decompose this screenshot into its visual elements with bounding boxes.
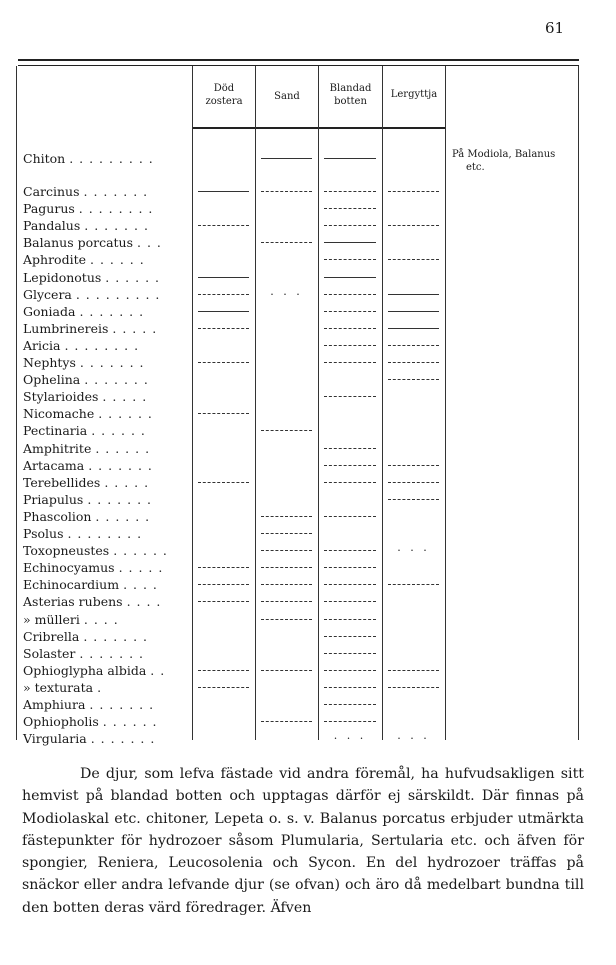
occurrence-mark (261, 242, 312, 243)
species-name: Carcinus (23, 184, 80, 199)
species-label (23, 559, 163, 576)
species-label (23, 576, 158, 593)
species-name: Pagurus (23, 201, 75, 217)
species-name: Ophiopholis (23, 714, 99, 730)
species-label (23, 730, 155, 747)
species-name: Chiton (23, 151, 66, 166)
species-name: » texturata (23, 679, 94, 695)
species-label (23, 525, 142, 542)
column-header-sand: Sand (274, 91, 300, 102)
occurrence-mark (388, 687, 439, 688)
occurrence-mark (324, 721, 376, 722)
leader-dots: . . . . . . . . (78, 201, 154, 217)
column-header-blandad-botten: Blandad botten (329, 83, 372, 107)
occurrence-mark (261, 533, 312, 534)
occurrence-mark (261, 191, 312, 192)
species-label (23, 474, 149, 491)
occurrence-mark (324, 191, 376, 192)
occurrence-mark (324, 396, 376, 397)
occurrence-mark (261, 430, 312, 431)
species-name: Glycera (23, 286, 72, 302)
occurrence-mark (324, 208, 376, 209)
species-name: Solaster (23, 645, 76, 661)
occurrence-mark (324, 311, 376, 312)
occurrence-mark (198, 567, 249, 568)
occurrence-mark (261, 550, 312, 551)
species-label (23, 354, 145, 371)
occurrence-mark (198, 482, 249, 483)
species-label (23, 593, 161, 610)
species-label (23, 200, 153, 217)
occurrence-mark (198, 191, 249, 192)
occurrence-mark (388, 328, 439, 329)
species-name: Amphitrite (23, 440, 92, 456)
species-name: Lepidonotus (23, 269, 102, 285)
species-name: Goniada (23, 303, 76, 319)
occurrence-mark (324, 345, 376, 346)
occurrence-mark (324, 670, 376, 671)
leader-dots: . . . . . . (98, 406, 153, 422)
occurrence-mark (324, 567, 376, 568)
occurrence-mark (388, 379, 439, 380)
page-number: 61 (545, 19, 565, 37)
occurrence-mark (261, 584, 312, 585)
occurrence-mark (261, 721, 312, 722)
species-name: Artacama (23, 457, 85, 473)
leader-dots: . . (150, 662, 166, 678)
occurrence-mark (388, 345, 439, 346)
leader-dots: . . . . . . (91, 423, 146, 439)
occurrence-mark (324, 704, 376, 705)
leader-dots: . . . . . . . (84, 372, 149, 388)
species-name: Pandalus (23, 218, 81, 234)
leader-dots: . . . . . . . . . (75, 286, 161, 302)
occurrence-mark (324, 259, 376, 260)
column-divider (578, 66, 579, 740)
occurrence-mark (388, 362, 439, 363)
species-label (23, 320, 157, 337)
occurrence-mark (324, 482, 376, 483)
species-name: Virgularia (23, 731, 87, 747)
occurrence-mark (198, 277, 249, 278)
occurrence-mark (388, 225, 439, 226)
species-label (23, 371, 149, 388)
species-name: » mülleri (23, 611, 80, 627)
occurrence-mark (388, 670, 439, 671)
species-label (23, 251, 145, 268)
occurrence-mark (324, 619, 376, 620)
species-label (23, 440, 150, 457)
leader-dots: . . . . (83, 611, 119, 627)
species-label (23, 491, 152, 508)
occurrence-mark (324, 465, 376, 466)
occurrence-mark (324, 584, 376, 585)
species-name: Priapulus (23, 491, 84, 507)
occurrence-mark (324, 242, 376, 243)
species-label (23, 150, 154, 167)
top-rule-thick (18, 59, 579, 61)
leader-dots: . (97, 679, 103, 695)
occurrence-mark (324, 294, 376, 295)
species-label (23, 645, 144, 662)
leader-dots: . . . . . . . (83, 628, 149, 644)
occurrence-mark (324, 636, 376, 637)
leader-dots: . . . . . . (90, 252, 145, 268)
species-name: Echinocyamus (23, 560, 115, 576)
occurrence-mark (388, 294, 439, 295)
species-name: Aphrodite (23, 252, 87, 268)
leader-dots: . . . . . . . (88, 457, 153, 473)
occurrence-mark (198, 294, 249, 295)
leader-dots: . . . . . (118, 560, 164, 576)
species-label (23, 286, 160, 303)
species-label (23, 457, 153, 474)
occurrence-mark (261, 619, 312, 620)
leader-dots: . . . . . . (105, 269, 160, 285)
leader-dots: . . . . . . . (89, 697, 155, 712)
species-label (23, 217, 149, 234)
occurrence-mark (198, 225, 249, 226)
occurrence-mark (324, 653, 376, 654)
leader-dots: . . . . (123, 577, 158, 593)
table-note: På Modiola, Balanus etc. (452, 149, 556, 173)
column-divider (445, 66, 446, 740)
top-rule-thin (18, 65, 579, 66)
species-label (23, 628, 148, 645)
occurrence-mark (324, 225, 376, 226)
species-label (23, 269, 160, 286)
species-label (23, 679, 102, 696)
species-label (23, 713, 158, 730)
species-name: Pectinaria (23, 423, 88, 439)
leader-dots: . . . . . . (102, 714, 158, 730)
species-name: Cribrella (23, 628, 80, 644)
species-label (23, 388, 147, 405)
occurrence-mark (388, 584, 439, 585)
leader-dots: . . . . . (104, 474, 150, 490)
occurrence-mark (388, 259, 439, 260)
leader-dots: . . . . . (102, 389, 148, 405)
occurrence-mark (261, 567, 312, 568)
species-name: Aricia (23, 337, 61, 353)
occurrence-mark (324, 516, 376, 517)
species-label (23, 662, 165, 679)
occurrence-mark (198, 584, 249, 585)
species-name: Stylarioides (23, 389, 99, 405)
species-name: Amphiura (23, 697, 86, 712)
occurrence-mark (324, 328, 376, 329)
species-name: Lumbrinereis (23, 320, 109, 336)
occurrence-mark (324, 550, 376, 551)
occurrence-mark (198, 601, 249, 602)
leader-dots: . . . . . . . (83, 184, 149, 199)
leader-dots: . . . . . . . (79, 645, 144, 661)
occurrence-mark (388, 311, 439, 312)
occurrence-mark (388, 465, 439, 466)
species-label (23, 405, 153, 422)
occurrence-mark (324, 362, 376, 363)
leader-dots: . . . . . . . (87, 491, 152, 507)
body-paragraph: De djur, som lefva fästade vid andra föremål, ha hufvudsakligen sitt hemvist på blandad botten och upptagas därför ej särskildt. Där finnas på Modiolaskal etc. chitoner, Lepeta o. s. v. Balanus porcatus erbjuder utmärkta fästepunkter för hydrozoer såsom Plumularia, Sertularia etc. och äfven för spongier, Reniera, Leucosolenia och Sycon. En del hydrozoer träffas på snäckor eller andra lefvande djur (se ofvan) och äro då medelbart bundna till den botten deras värd föredrager. Äfven (22, 766, 584, 916)
occurrence-mark (324, 601, 376, 602)
species-label (23, 183, 148, 200)
species-label (23, 508, 150, 525)
species-name: Ophelina (23, 372, 81, 388)
species-label (23, 611, 119, 628)
column-divider (192, 66, 193, 740)
species-name: Asterias rubens (23, 594, 123, 610)
leader-dots: . . . . . . . . (64, 337, 140, 353)
occurrence-mark (261, 158, 312, 159)
leader-dots: . . . . . . . (79, 355, 145, 370)
column-divider (16, 66, 17, 740)
species-name: Nicomache (23, 406, 95, 422)
occurrence-mark (324, 277, 376, 278)
species-label (23, 696, 154, 713)
leader-dots: . . . . . . . (84, 218, 149, 234)
occurrence-mark (324, 448, 376, 449)
leader-dots: . . . . (126, 594, 162, 610)
leader-dots: . . . . . . . . (67, 526, 143, 541)
occurrence-mark (324, 687, 376, 688)
occurrence-mark (198, 670, 249, 671)
species-name: Phascolion (23, 508, 92, 524)
column-divider (255, 66, 256, 740)
occurrence-mark (261, 516, 312, 517)
leader-dots: . . . . . . (113, 543, 168, 559)
occurrence-mark (198, 362, 249, 363)
occurrence-mark (324, 158, 376, 159)
leader-dots: . . . . . . . (90, 731, 156, 747)
leader-dots: . . . . . . . (79, 303, 145, 319)
leader-dots: . . . . . . (95, 440, 151, 456)
species-name: Terebellides (23, 474, 101, 490)
column-divider (318, 66, 319, 740)
species-name: Nephtys (23, 355, 76, 370)
occurrence-mark (388, 482, 439, 483)
species-label (23, 337, 139, 354)
column-divider (382, 66, 383, 740)
species-name: Balanus porcatus (23, 235, 134, 251)
leader-dots: . . . . . (112, 320, 158, 336)
species-name: Echinocardium (23, 577, 120, 593)
species-name: Psolus (23, 526, 64, 541)
species-label (23, 234, 162, 251)
column-header-dod-zostera: Död zostera (205, 83, 243, 107)
occurrence-mark (388, 499, 439, 500)
occurrence-mark (261, 601, 312, 602)
occurrence-mark (198, 311, 249, 312)
species-label (23, 303, 144, 320)
occurrence-mark (198, 687, 249, 688)
leader-dots: . . . . . . . . . (69, 151, 154, 166)
species-name: Toxopneustes (23, 543, 110, 559)
species-label (23, 542, 168, 559)
occurrence-mark (261, 670, 312, 671)
species-name: Ophioglypha albida (23, 662, 147, 678)
occurrence-mark (198, 413, 249, 414)
leader-dots: . . . . . . (95, 508, 151, 524)
leader-dots: . . . (137, 235, 162, 251)
occurrence-mark (388, 191, 439, 192)
occurrence-mark (198, 328, 249, 329)
species-label (23, 422, 146, 439)
column-header-lergyttja: Lergyttja (390, 89, 438, 100)
